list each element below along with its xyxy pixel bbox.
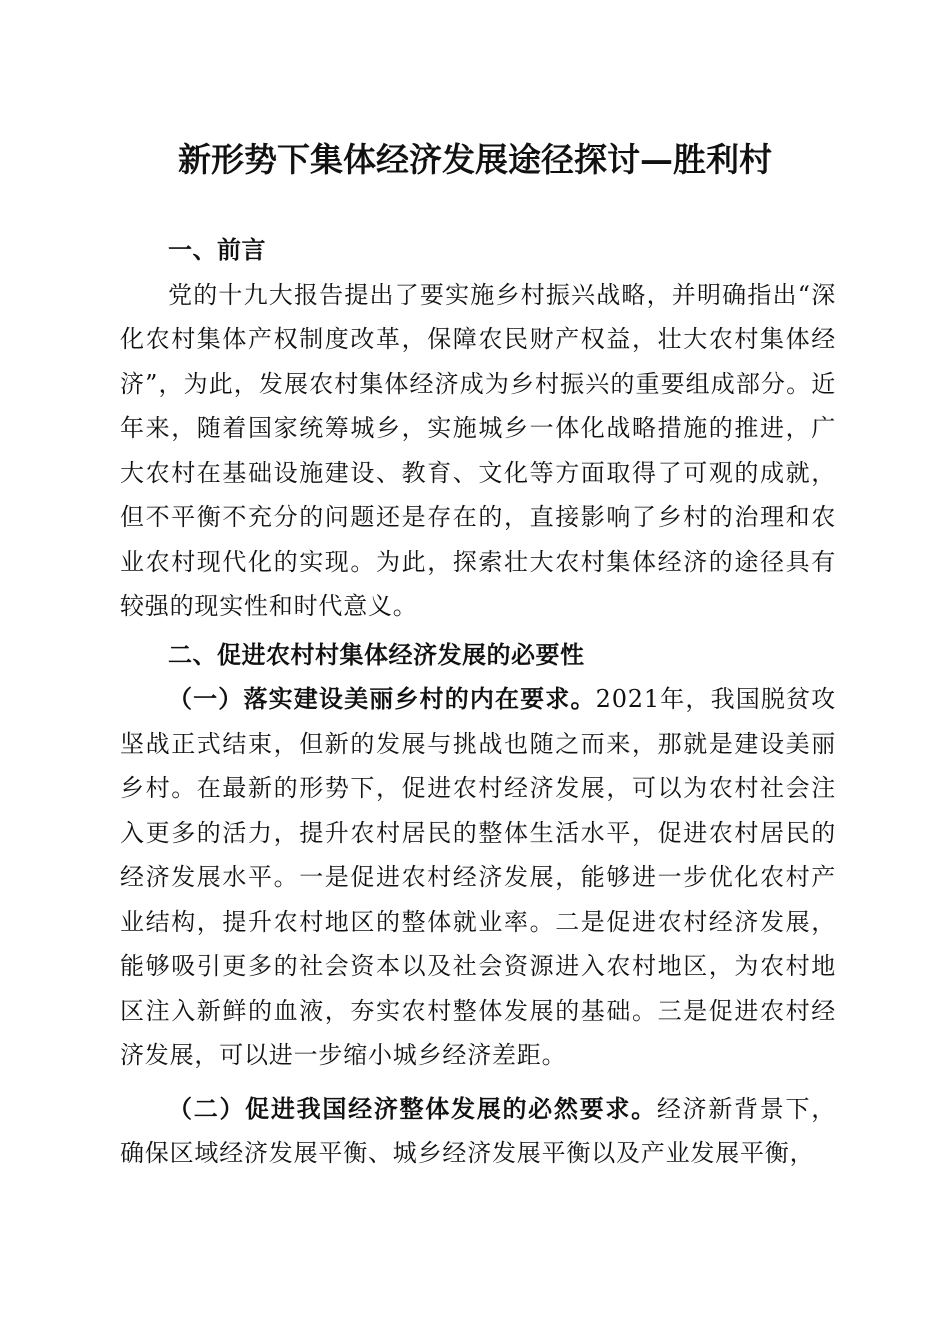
document-body	[120, 228, 836, 1176]
subsection-lead-1: （一）落实建设美丽乡村的内在要求。	[168, 684, 596, 713]
section-heading-preface: 一、前言	[168, 236, 266, 264]
section-heading-necessity: 二、促进农村村集体经济发展的必要性	[168, 640, 585, 669]
subsection-paragraph-2	[120, 1087, 836, 1176]
preface-paragraph: 党的十九大报告提出了要实施乡村振兴战略，并明确指出“深化农村集体产权制度改革，保障农民财产权益，壮大农村集体经济”，为此，发展农村集体经济成为乡村振兴的重要组成部分。近年来，随着国家统筹城乡，实施城乡一体化战略措施的推进，广大农村在基础设施建设、教育、文化等方面取得了可观的成就，但不平衡不充分的问题还是存在的，直接影响了乡村的治理和农业农村现代化的实现。为此，探索壮大农村集体经济的途径具有较强的现实性和时代意义。	[120, 280, 836, 620]
subsection-text-2: 经济新背景下，确保区域经济发展平衡、城乡经济发展平衡以及产业发展平衡，	[120, 1094, 836, 1167]
subsection-paragraph-1	[120, 677, 836, 1078]
document-title: 新形势下集体经济发展途径探讨—胜利村	[178, 140, 772, 179]
subsection-lead-2: （二）促进我国经济整体发展的必然要求。	[168, 1093, 657, 1123]
subsection-text-1: 2021年，我国脱贫攻坚战正式结束，但新的发展与挑战也随之而来，那就是建设美丽乡村。在最新的形势下，促进农村经济发展，可以为农村社会注入更多的活力，提升农村居民的整体生活水平，促进农村居民的经济发展水平。一是促进农村经济发展，能够进一步优化农村产业结构，提升农村地区的整体就业率。二是促进农村经济发展，能够吸引更多的社会资本以及社会资源进入农村地区，为农村地区注入新鲜的血液，夯实农村整体发展的基础。三是促进农村经济发展，可以进一步缩小城乡经济差距。	[120, 685, 836, 1069]
